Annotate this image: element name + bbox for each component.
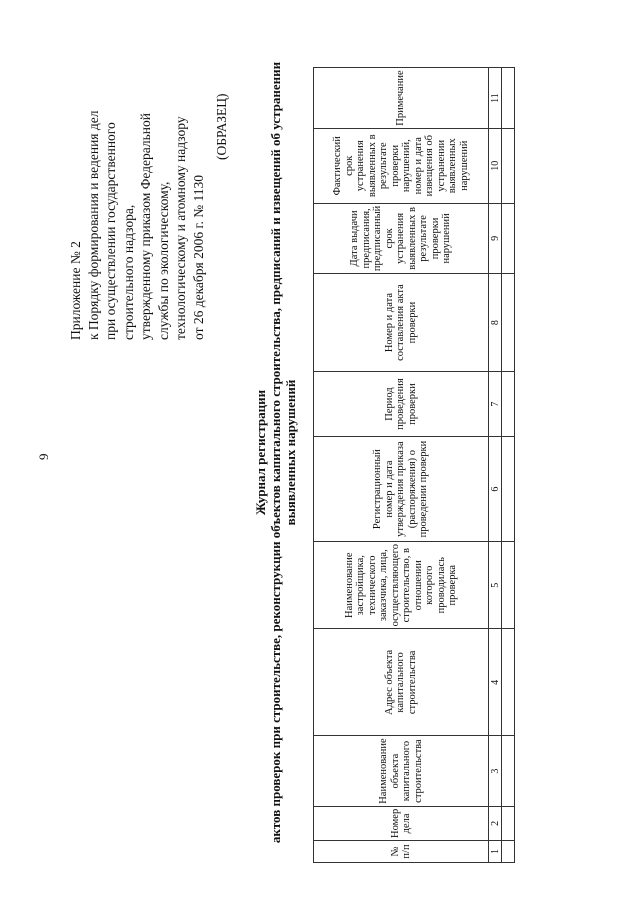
table-cell xyxy=(502,68,515,128)
table-cell xyxy=(502,203,515,273)
appendix-line: службы по экологическому, xyxy=(155,181,171,340)
table-cell xyxy=(502,736,515,806)
column-header: Наименование объекта капитального строительства xyxy=(314,736,489,806)
column-number: 5 xyxy=(489,542,502,629)
table-header-row xyxy=(314,68,489,863)
table-cell xyxy=(502,542,515,629)
column-number: 9 xyxy=(489,203,502,273)
table-cell xyxy=(502,128,515,203)
column-header: № п/п xyxy=(314,841,489,863)
column-number: 11 xyxy=(489,68,502,128)
page-number: 9 xyxy=(36,453,51,460)
appendix-line: к Порядку формирования и ведения дел xyxy=(85,110,101,340)
column-number-row xyxy=(489,68,502,863)
journal-table xyxy=(313,67,515,863)
appendix-line: утвержденному приказом Федеральной xyxy=(138,113,153,340)
sample-label: (ОБРАЗЕЦ) xyxy=(214,93,229,160)
column-header: Фактический срок устранения выявленных в результате проверки нарушений, номер и дата извещения об устранении выявленных нарушений xyxy=(314,128,489,203)
appendix-line: Приложение № 2 xyxy=(68,241,83,340)
column-number: 4 xyxy=(489,629,502,736)
column-number: 3 xyxy=(489,736,502,806)
appendix-line: при осуществлении государственного xyxy=(103,122,118,340)
journal-title-line-1: Журнал регистрации xyxy=(253,389,268,516)
column-number: 6 xyxy=(489,437,502,542)
table-row xyxy=(502,68,515,863)
column-number: 2 xyxy=(489,806,502,840)
column-number: 7 xyxy=(489,372,502,437)
column-header: Примечание xyxy=(314,68,489,128)
table-cell xyxy=(502,274,515,372)
appendix-line: от 26 декабря 2006 г. № 1130 xyxy=(190,174,206,340)
table-cell xyxy=(502,841,515,863)
journal-title-line-2: актов проверок при строительстве, реконструкции объектов капитального строительства, предписаний и извещений об устранении xyxy=(268,61,283,844)
journal-title-line-3: выявленных нарушений xyxy=(283,379,298,526)
column-header: Номер и дата составления акта проверки xyxy=(314,274,489,372)
column-header: Наименование застройщика, технического заказчика, лица, осуществляющего строительство, в отношении которого проводилась проверка xyxy=(314,542,489,629)
column-header: Регистрационный номер и дата утверждения приказа (распоряжения) о проведении проверки xyxy=(314,437,489,542)
column-header: Период проведения проверки xyxy=(314,372,489,437)
table-cell xyxy=(502,437,515,542)
table-cell xyxy=(502,806,515,840)
journal-title xyxy=(253,0,298,905)
column-header: Номер дела xyxy=(314,806,489,840)
table-cell xyxy=(502,372,515,437)
appendix-note xyxy=(67,20,207,340)
column-number: 8 xyxy=(489,274,502,372)
column-number: 1 xyxy=(489,841,502,863)
column-header: Адрес объекта капитального строительства xyxy=(314,629,489,736)
column-header: Дата выдачи предписания, предписанный срок устранения выявленных в результате проверки нарушений xyxy=(314,203,489,273)
column-number: 10 xyxy=(489,128,502,203)
appendix-line: технологическому и атомному надзору xyxy=(173,116,188,340)
table-cell xyxy=(502,629,515,736)
appendix-line: строительного надзора, xyxy=(120,204,136,340)
